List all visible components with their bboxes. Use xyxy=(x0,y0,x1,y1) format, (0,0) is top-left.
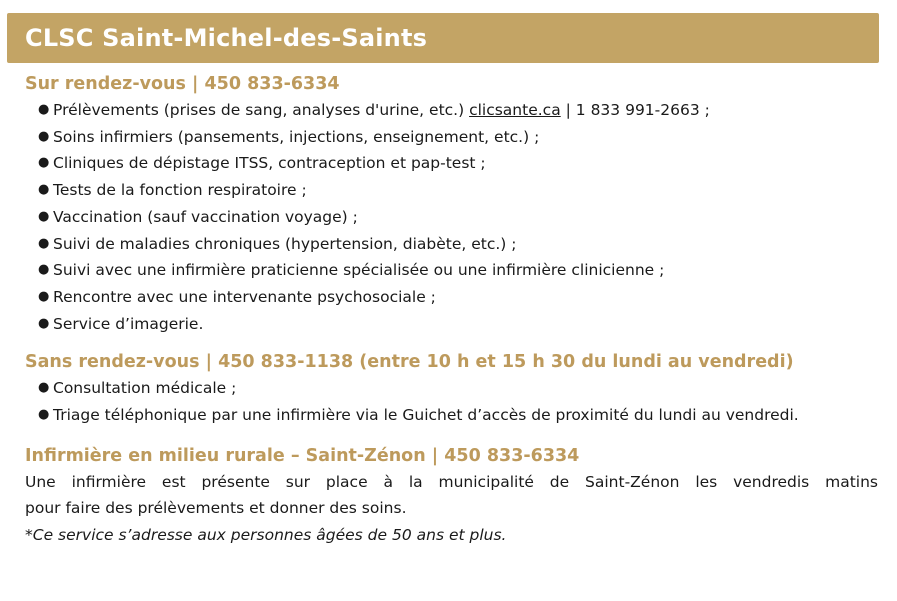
list-item xyxy=(25,204,880,231)
list-item xyxy=(25,124,880,151)
bullet-icon: ● xyxy=(38,208,50,224)
paragraph-line: Une infirmière est présente sur place à la municipalité de Saint-Zénon les vendredis matins xyxy=(25,472,878,491)
spacer xyxy=(25,337,880,349)
bullet-icon: ● xyxy=(38,262,50,278)
bullet-icon: ● xyxy=(38,235,50,251)
bullet-icon: ● xyxy=(38,128,50,144)
section-heading-walk-in: Sans rendez-vous | 450 833-1138 (entre 10 h et 15 h 30 du lundi au vendredi) xyxy=(25,352,794,373)
list-item xyxy=(25,402,853,429)
list-item xyxy=(25,375,880,402)
spacer xyxy=(25,429,880,443)
list-item-text: Prélèvements (prises de sang, analyses d'urine, etc.) xyxy=(53,101,470,119)
rural-nurse-paragraph xyxy=(25,469,878,522)
list-item-text: Vaccination (sauf vaccination voyage) ; xyxy=(53,207,358,226)
list-item xyxy=(25,231,880,258)
content xyxy=(25,71,880,548)
walk-in-services-list xyxy=(25,375,880,428)
list-item-text: Consultation médicale ; xyxy=(53,379,237,398)
bullet-icon: ● xyxy=(38,182,50,198)
bullet-icon: ● xyxy=(38,288,50,304)
list-item-text: Triage téléphonique par une infirmière via le Guichet d’accès de proximité du lundi au vendredi. xyxy=(53,406,799,425)
list-item-text: Soins infirmiers (pansements, injections, enseignement, etc.) ; xyxy=(53,127,540,146)
bullet-icon: ● xyxy=(38,315,50,331)
bullet-icon: ● xyxy=(38,380,50,396)
section-heading-appointment: Sur rendez-vous | 450 833-6334 xyxy=(25,74,340,94)
clicsante-link[interactable]: clicsante.ca xyxy=(469,101,561,119)
list-item xyxy=(25,150,880,177)
list-item-text: Rencontre avec une intervenante psychosociale ; xyxy=(53,287,436,306)
bullet-icon: ● xyxy=(38,407,50,423)
page-title: CLSC Saint-Michel-des-Saints xyxy=(25,24,428,52)
list-item-text: Suivi de maladies chroniques (hypertension, diabète, etc.) ; xyxy=(53,234,517,253)
list-item-text: Tests de la fonction respiratoire ; xyxy=(53,181,307,200)
list-item xyxy=(25,177,880,204)
bullet-icon: ● xyxy=(38,155,50,171)
list-item-text: | 1 833 991-2663 ; xyxy=(560,101,710,119)
age-note: *Ce service s’adresse aux personnes âgées de 50 ans et plus. xyxy=(25,525,507,544)
paragraph-line: pour faire des prélèvements et donner des soins. xyxy=(25,499,407,518)
section-heading-rural-nurse: Infirmière en milieu rurale – Saint-Zénon | 450 833-6334 xyxy=(25,445,580,466)
list-item xyxy=(25,97,880,124)
list-item xyxy=(25,257,880,284)
bullet-icon: ● xyxy=(38,102,50,117)
list-item-text: Cliniques de dépistage ITSS, contraception et pap-test ; xyxy=(53,154,486,173)
list-item-text: Suivi avec une infirmière praticienne spécialisée ou une infirmière clinicienne ; xyxy=(53,261,665,280)
list-item-text: Service d’imagerie. xyxy=(53,314,204,333)
header-bar xyxy=(7,13,879,63)
list-item xyxy=(25,284,880,311)
appointment-services-list xyxy=(25,97,880,337)
list-item xyxy=(25,311,880,338)
